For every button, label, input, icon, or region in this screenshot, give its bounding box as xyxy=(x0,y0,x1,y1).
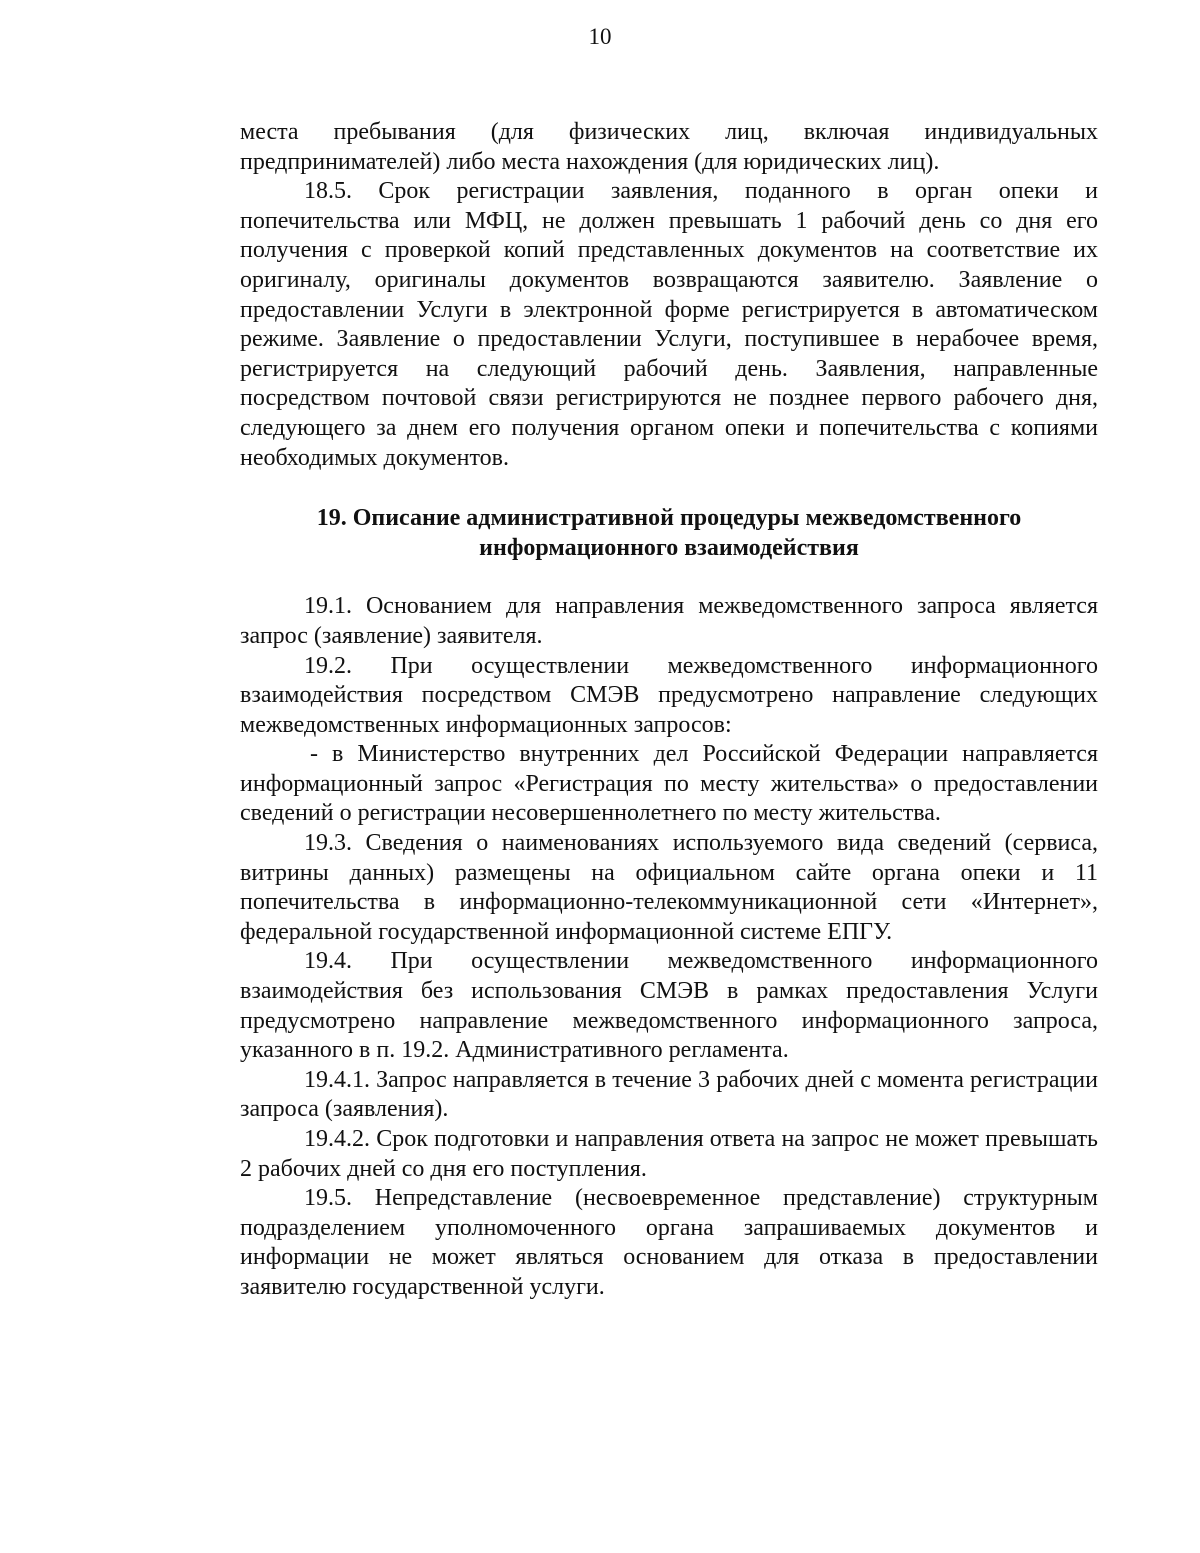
paragraph-18-5: 18.5. Срок регистрации заявления, поданного в орган опеки и попечительства или МФЦ, не должен превышать 1 рабочий день со дня его получения с проверкой копий представленных документов на соответствие их оригиналу, оригиналы документов возвращаются заявителю. Заявление о предоставлении Услуги в электронной форме регистрируется в автоматическом режиме. Заявление о предоставлении Услуги, поступившее в нерабочее время, регистрируется на следующий рабочий день. Заявления, направленные посредством почтовой связи регистрируются не позднее первого рабочего дня, следующего за днем его получения органом опеки и попечительства с копиями необходимых документов. xyxy=(240,178,1098,471)
paragraph-19-1: 19.1. Основанием для направления межведомственного запроса является запрос (заявление) заявителя. xyxy=(240,593,1098,649)
paragraph-19-4: 19.4. При осуществлении межведомственного информационного взаимодействия без использования СМЭВ в рамках предоставления Услуги предусмотрено направление межведомственного информационного запроса, указанного в п. 19.2. Административного регламента. xyxy=(240,948,1098,1064)
paragraph-19-4-2: 19.4.2. Срок подготовки и направления ответа на запрос не может превышать 2 рабочих дней со дня его поступления. xyxy=(240,1126,1098,1182)
paragraph-continuation: места пребывания (для физических лиц, включая индивидуальных предпринимателей) либо места нахождения (для юридических лиц). xyxy=(240,119,1098,175)
page-number: 10 xyxy=(588,24,612,49)
section-heading xyxy=(240,504,1098,563)
section-heading-line-1: 19. Описание административной процедуры межведомственного xyxy=(316,505,1022,532)
section-heading-line-2: информационного взаимодействия xyxy=(479,534,859,561)
paragraph-19-3: 19.3. Сведения о наименованиях используемого вида сведений (сервиса, витрины данных) размещены на официальном сайте органа опеки и 11 попечительства в информационно-телекоммуникационной сети «Интернет», федеральной государственной информационной системе ЕПГУ. xyxy=(240,830,1098,945)
document-body xyxy=(240,118,1098,1303)
paragraph-mvd-request: - в Министерство внутренних дел Российской Федерации направляется информационный запрос «Регистрация по месту жительства» о предоставлении сведений о регистрации несовершеннолетнего по месту жительства. xyxy=(240,741,1098,827)
paragraph-19-5: 19.5. Непредставление (несвоевременное представление) структурным подразделением уполномоченного органа запрашиваемых документов и информации не может являться основанием для отказа в предоставлении заявителю государственной услуги. xyxy=(240,1185,1098,1300)
paragraph-19-2: 19.2. При осуществлении межведомственного информационного взаимодействия посредством СМЭВ предусмотрено направление следующих межведомственных информационных запросов: xyxy=(240,652,1098,738)
paragraph-19-4-1: 19.4.1. Запрос направляется в течение 3 рабочих дней с момента регистрации запроса (заявления). xyxy=(240,1066,1098,1123)
